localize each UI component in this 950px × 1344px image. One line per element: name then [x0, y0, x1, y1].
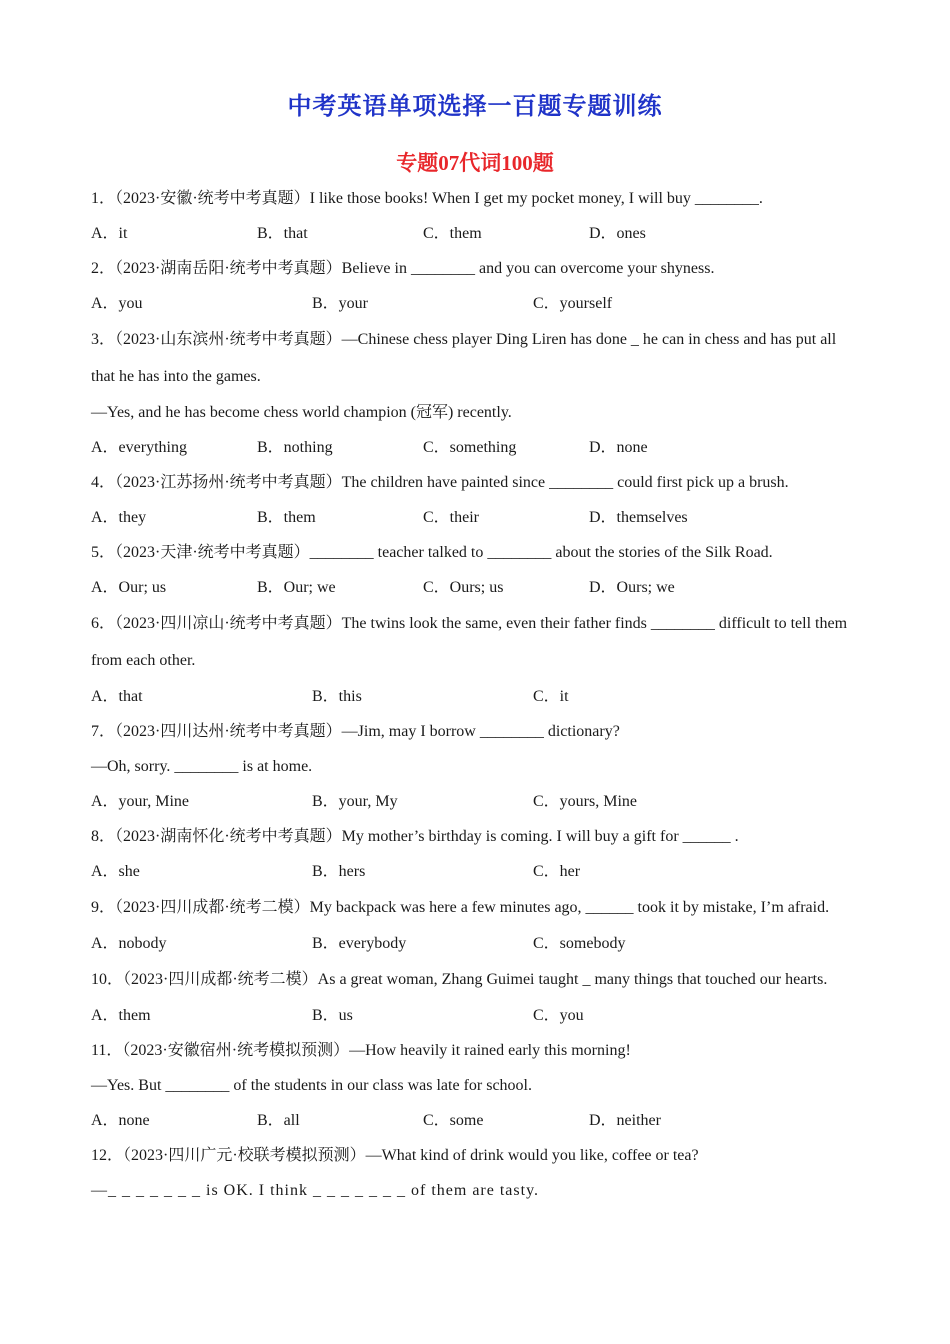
option-c: C．something [423, 439, 517, 456]
option-c: C．you [533, 1007, 584, 1024]
question-stem: 12．（2023·四川广元·校联考模拟预测）—What kind of drink would you like, coffee or tea? [91, 1147, 699, 1164]
option-b: B．everybody [312, 935, 407, 952]
question-options [91, 998, 863, 1033]
question-list [91, 181, 863, 1208]
option-b: B．your [312, 295, 369, 312]
option-a: A．your, Mine [91, 793, 190, 810]
question-stem: 10．（2023·四川成都·统考二模）As a great woman, Zhang Guimei taught _ many things that touched our hearts. [91, 971, 828, 988]
option-b: B．this [312, 688, 362, 705]
question-options [91, 570, 863, 605]
question-options [91, 1103, 863, 1138]
document-title: 中考英语单项选择一百题专题训练 [287, 94, 663, 120]
option-a: A．them [91, 1007, 151, 1024]
question-stem: 9．（2023·四川成都·统考二模）My backpack was here a few minutes ago, ______ took it by mistake, I’m afraid. [91, 899, 830, 916]
question-followup: —Yes. But ________ of the students in our class was late for school. [91, 1077, 532, 1094]
question-stem: 6．（2023·四川凉山·统考中考真题）The twins look the same, even their father finds ________ difficult to tell them from each other. [91, 615, 848, 669]
option-b: B．them [257, 509, 316, 526]
option-a: A．you [91, 295, 143, 312]
document-subtitle: 专题07代词100题 [396, 151, 554, 175]
question-stem: 1．（2023·安徽·统考中考真题）I like those books! When I get my pocket money, I will buy ________. [91, 190, 763, 207]
question-stem: 3．（2023·山东滨州·统考中考真题）—Chinese chess player Ding Liren has done _ he can in chess and has put all that he has into the games. [91, 331, 837, 385]
question-followup: —Yes, and he has become chess world champion (冠军) recently. [91, 404, 512, 421]
option-c: C．their [423, 509, 479, 526]
question-followup: —Oh, sorry. ________ is at home. [91, 758, 313, 775]
option-a: A．nobody [91, 935, 167, 952]
option-d: D．none [589, 439, 648, 456]
question-options [91, 854, 863, 889]
question-stem: 8．（2023·湖南怀化·统考中考真题）My mother’s birthday is coming. I will buy a gift for ______ . [91, 828, 739, 845]
option-c: C．yourself [533, 295, 613, 312]
option-a: A．they [91, 509, 147, 526]
question-options [91, 216, 863, 251]
option-d: D．Ours; we [589, 579, 675, 596]
option-a: A．she [91, 863, 140, 880]
question-stem: 4．（2023·江苏扬州·统考中考真题）The children have painted since ________ could first pick up a brush. [91, 474, 789, 491]
question-options [91, 784, 863, 819]
option-c: C．it [533, 688, 569, 705]
option-b: B．that [257, 225, 308, 242]
option-b: B．all [257, 1112, 300, 1129]
option-d: D．neither [589, 1112, 661, 1129]
option-b: B．Our; we [257, 579, 336, 596]
option-c: C．them [423, 225, 482, 242]
option-b: B．your, My [312, 793, 398, 810]
question-options [91, 430, 863, 465]
question-options [91, 500, 863, 535]
option-a: A．none [91, 1112, 150, 1129]
option-c: C．yours, Mine [533, 793, 638, 810]
question-stem: 11．（2023·安徽宿州·统考模拟预测）—How heavily it rained early this morning! [91, 1042, 631, 1059]
option-a: A．it [91, 225, 128, 242]
option-b: B．us [312, 1007, 353, 1024]
option-c: C．some [423, 1112, 484, 1129]
option-a: A．Our; us [91, 579, 167, 596]
question-followup: —_ _ _ _ _ _ _ is OK. I think _ _ _ _ _ _ _ of them are tasty. [91, 1182, 540, 1199]
question-options [91, 679, 863, 714]
option-b: B．nothing [257, 439, 333, 456]
question-options [91, 286, 863, 321]
question-stem: 7．（2023·四川达州·统考中考真题）—Jim, may I borrow ________ dictionary? [91, 723, 620, 740]
option-a: A．everything [91, 439, 187, 456]
question-options [91, 926, 863, 961]
option-b: B．hers [312, 863, 366, 880]
option-c: C．her [533, 863, 581, 880]
question-stem: 2．（2023·湖南岳阳·统考中考真题）Believe in ________ and you can overcome your shyness. [91, 260, 715, 277]
option-a: A．that [91, 688, 143, 705]
question-stem: 5．（2023·天津·统考中考真题）________ teacher talked to ________ about the stories of the Silk Road. [91, 544, 773, 561]
option-d: D．ones [589, 225, 646, 242]
option-c: C．Ours; us [423, 579, 504, 596]
option-c: C．somebody [533, 935, 626, 952]
option-d: D．themselves [589, 509, 688, 526]
